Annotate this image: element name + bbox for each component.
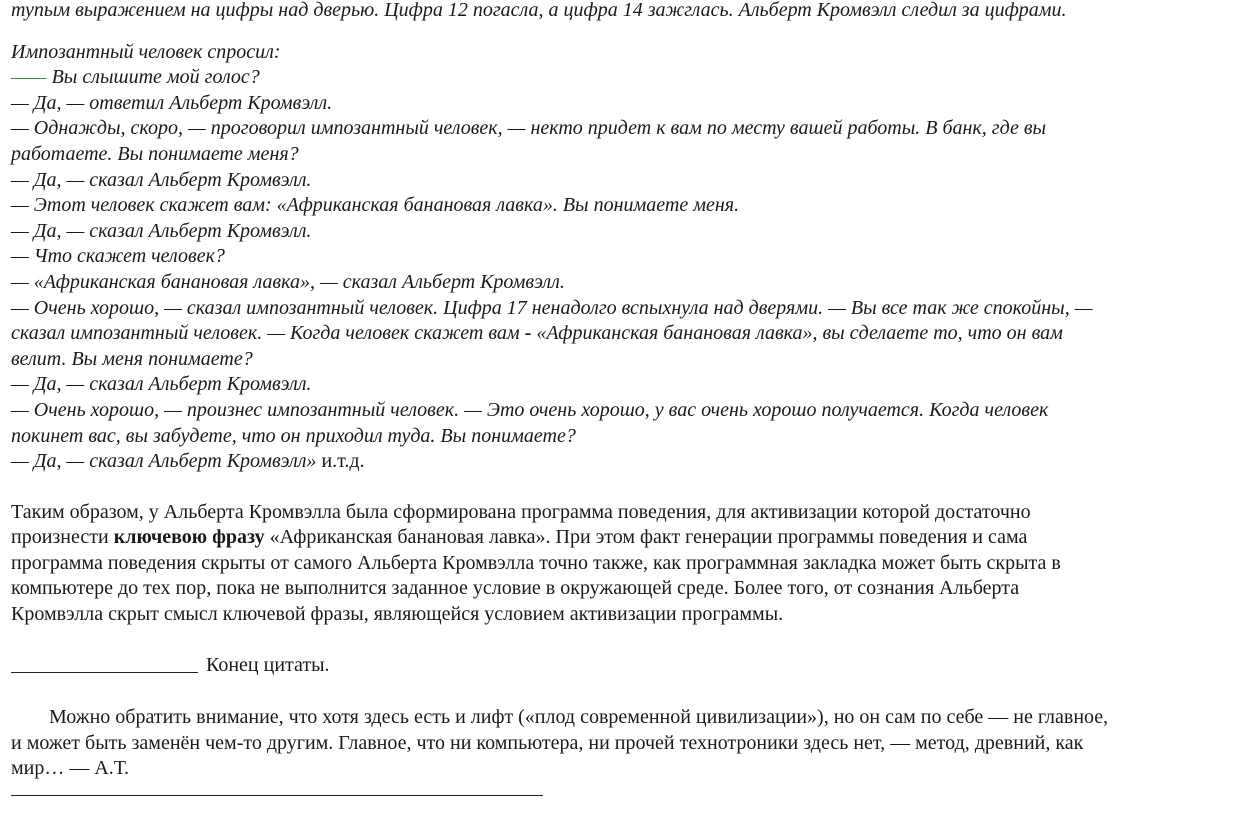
dialogue-text: «Африканская банановая лавка», вы сделаете то, что он вам — [531, 322, 1063, 345]
text-line: работаете. Вы понимаете меня? — [11, 142, 299, 165]
separator-rule — [11, 672, 198, 673]
paragraph-line: Кромвэлла скрыт смысл ключевой фразы, являющейся условием активизации программы. — [11, 603, 784, 626]
paragraph-line — [11, 525, 1239, 551]
dash-mark: —— — [11, 66, 47, 89]
text-line: — Однажды, скоро, — проговорил импозантный человек, — некто придет к вам по месту вашей работы. В банк, где вы — [11, 117, 1047, 140]
comment-line: Можно обратить внимание, что хотя здесь есть и лифт («плод современной цивилизации»), но он сам по себе — не главное, — [49, 706, 1109, 729]
paragraph-text: «Африканская банановая лавка». При этом факт генерации программы поведения и сама — [264, 526, 1028, 549]
document-page — [11, 0, 1239, 796]
key-phrase: ключевою фразу — [113, 526, 265, 549]
text-line: — Да, — ответил Альберт Кромвэлл. — [11, 91, 333, 114]
paragraph-text: произнести — [11, 526, 114, 549]
text-line: тупым выражением на цифры над дверью. Цифра 12 погасла, а цифра 14 зажглась. Альберт Кромвэлл следил за цифрами. — [11, 0, 1067, 21]
text-line: — Да, — сказал Альберт Кромвэлл. — [11, 219, 312, 242]
text-line — [11, 321, 1239, 347]
paragraph-line: Таким образом, у Альберта Кромвэлла была сформирована программа поведения, для активизации которой достаточно — [11, 500, 1031, 523]
footnote-separator — [11, 795, 543, 796]
dialogue-text: Вы слышите мой голос? — [46, 66, 260, 89]
text-line — [11, 449, 1239, 475]
text-line: велит. Вы меня понимаете? — [11, 347, 253, 370]
text-line: — Да, — сказал Альберт Кромвэлл. — [11, 168, 312, 191]
etc-text: и.т.д. — [316, 450, 365, 473]
paragraph-line: компьютере до тех пор, пока не выполнится заданное условие в окружающей среде. Более того, от сознания Альберта — [11, 577, 1020, 600]
text-line: — Очень хорошо, — сказал импозантный человек. Цифра 17 ненадолго вспыхнула над дверями. — Вы все так же спокойны, — — [11, 296, 1093, 319]
text-line: — Очень хорошо, — произнес импозантный человек. — Это очень хорошо, у вас очень хорошо получается. Когда человек — [11, 398, 1049, 421]
text-line: покинет вас, вы забудете, что он приходил туда. Вы понимаете? — [11, 424, 576, 447]
text-line: Импозантный человек спросил: — [11, 40, 281, 63]
dialogue-text: сказал импозантный человек. — Когда человек скажет вам — [11, 322, 525, 345]
end-quote-line — [11, 653, 1239, 679]
text-line: — Этот человек скажет вам: «Африканская банановая лавка». Вы понимаете меня. — [11, 194, 740, 217]
text-line: — «Африканская банановая лавка», — сказал Альберт Кромвэлл. — [11, 270, 565, 293]
end-quote-label: Конец цитаты. — [206, 653, 330, 676]
comment-line: мир… — А.Т. — [11, 757, 130, 780]
dialogue-text: — Да, — сказал Альберт Кромвэлл» — [11, 450, 317, 473]
text-line: — Да, — сказал Альберт Кромвэлл. — [11, 373, 312, 396]
comment-line: и может быть заменён чем-то другим. Главное, что ни компьютера, ни прочей технотроники здесь нет, — метод, древний, как — [11, 731, 1084, 754]
text-line: — Что скажет человек? — [11, 245, 225, 268]
text-line — [11, 65, 1239, 91]
paragraph-line: программа поведения скрыты от самого Альберта Кромвэлла точно также, как программная закладка может быть скрыта в — [11, 551, 1061, 574]
bold-dash: - — [524, 322, 532, 345]
